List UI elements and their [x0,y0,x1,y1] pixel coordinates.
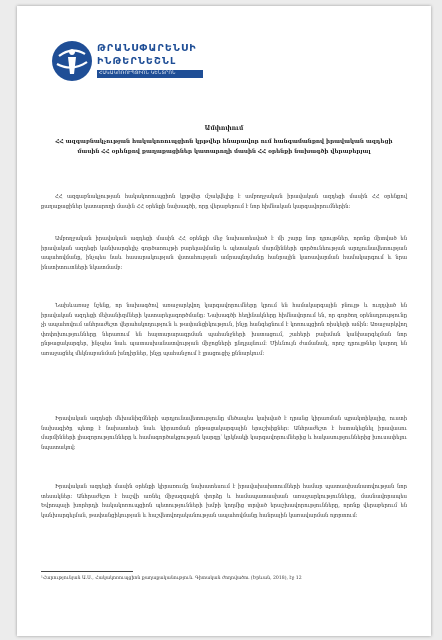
document-page [17,6,431,636]
organization-logo [51,40,211,90]
logo-wordmark-line1: ԹՐԱՆՍՓԱՐԵՆՍԻ [97,43,197,54]
footnote-divider [41,571,133,572]
paragraph: Ամբողջական իրավական ազդեցի մասին ՀՀ օրենքի մեջ նախատեսված է մի շարք նոր դրույթներ, որոնք միտված են իրավական ազդեցի կանխարգելիչ գործառույթի բարելավմանը և պետական մարմինների գործունեության արդյունավետության ապահովմանը, ինչպես նաև հասարակության վստահության ամրապնդմանը հանրային կառավարման համակարգում և նրա ինստիտուտների նկատմամբ: [41,236,407,271]
logo-bar-text: ՀԱԿԱԿՈՌՈՒՊՑԻՈՆ ԿԵՆՏՐՈՆ [99,71,176,76]
document-subtitle: ՀՀ ազգաբնակչության հակակոռուպցիոն կրթվեր հնարավոր ում հանգամանքով իրավական ազդեցի մասին ՀՀ օրենքով քաղաքացիներ կատարողի մասին ՀՀ օրենքի նախագծի վերաբերյալ [55,139,393,155]
logo-wordmark-line2: ԻՆԹԵՐՆԵՇՆԼ [97,56,177,67]
logo-globe-icon [51,40,93,82]
document-heading: Ամփոփում [204,125,244,132]
paragraph: ՀՀ ազգաբնակչության հակակոռուպցիոն կրթվեր մշակվելիք է ամբողջական իրավական ազդեցի մասին ՀՀ օրենքով քաղաքացիներ կատարողի մասին ՀՀ օրենքի նախագծի, որը վերաբերում է նոր հիմնական կարգավորումներին: [41,194,407,210]
paragraph: Նախևառաջ նշենք, որ նախագծով առաջարկվող կարգավորումները կրում են համակարգային բնույթ և ուղղված են իրավական ազդեցի մեխանիզմների կատարելագործմանը: Նախագծի հեղինակները հիմնավորում են, որ գործող օրենսդրությունը չի ապահովում անհրաժեշտ վերահսկողություն և թափանցիկություն, ինչը հանգեցնում է կոռուպցիոն ռիսկերի աճին: Առաջարկվող փոփոխությունները ներառում են հայտարարագրման պահանջների խստացում, շահերի բախման կանխարգելման նոր ընթացակարգեր, ինչպես նաև պատասխանատվության միջոցների ընդլայնում: Միևնույն ժամանակ, որոշ դրույթներ կարող են առաջացնել մեկնաբանման խնդիրներ, ինչը պահանջում է լրացուցիչ քննարկում: [41,303,407,357]
footnote: ¹Հարությունյան Ա.Ս., Հակակոռուպցիոն քաղաքականություն. Գիտական ժողովածու (Երևան, 2018), էջ 12 [41,576,302,581]
paragraph: Իրավական ազդեցի մասին օրենքի կիրառումը նախատեսում է իրավախախտումների համար պատասխանատվության նոր տեսակներ: Անհրաժեշտ է հաշվի առնել միջազգային փորձը և համապատասխան առաջարկությունները, մասնավորապես Եվրոպայի խորհրդի հակակոռուպցիոն պետությունների խմբի կողմից տրված երաշխավորությունները, որոնք վերաբերում են կանխարգելման, թափանցիկության և հաշվետվողականության ապահովմանը հանրային կառավարման ոլորտում: [41,484,407,519]
paragraph: Իրավական ազդեցի մեխանիզմների արդյունավետությունը մեծապես կախված է դրանց կիրառման պրակտիկայից, ուստի նախագիծը պետք է նախատեսի նաև կիրառման ընթացակարգային երաշխիքներ: Անհրաժեշտ է հստակեցնել իրավասու մարմինների լիազորությունները և համագործակցության կարգը՝ կրկնակի կարգավորումներից և հակասություններից խուսափելու նպատակով: [41,416,407,451]
